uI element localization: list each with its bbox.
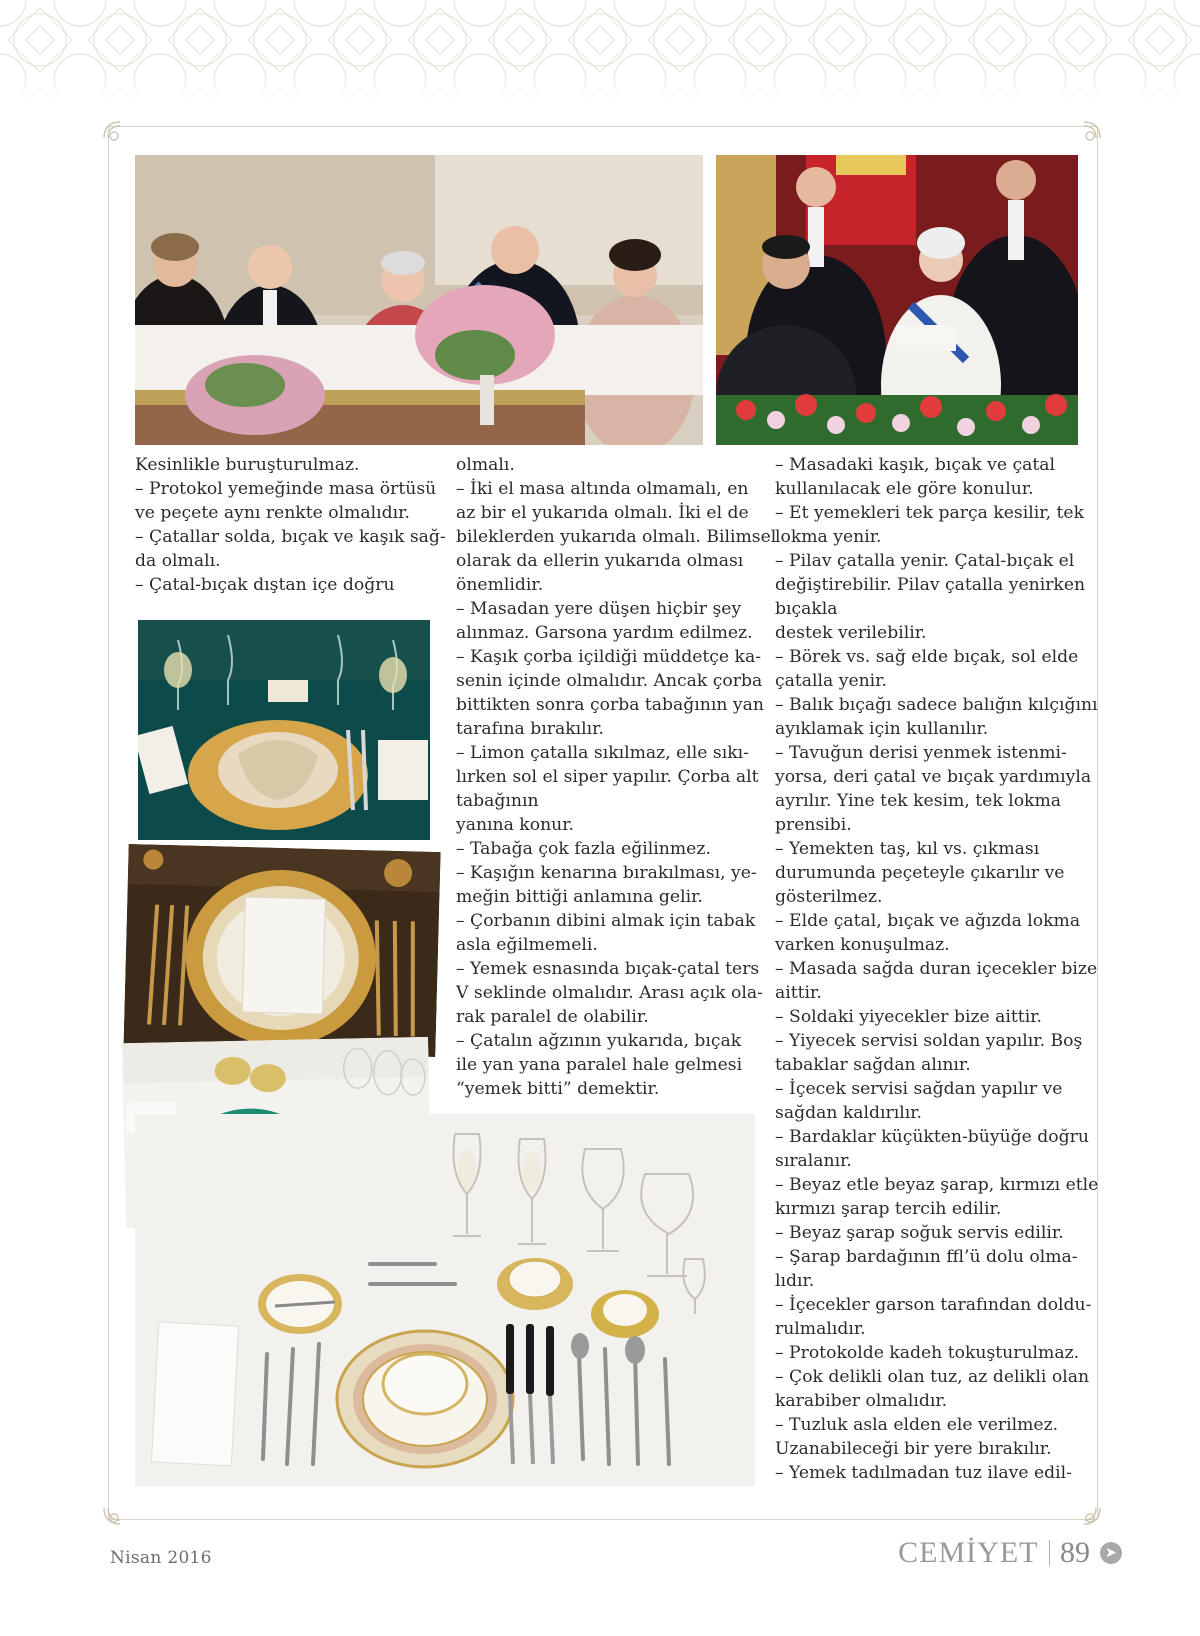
text-column-middle xyxy=(456,453,776,1101)
text-line: – Çatallar solda, bıçak ve kaşık sağ- xyxy=(135,527,446,547)
text-line: olarak da ellerin yukarıda olması xyxy=(456,551,744,571)
text-line: Uzanabileceği bir yere bırakılır. xyxy=(775,1439,1052,1459)
text-line: durumunda peçeteyle çıkarılır ve xyxy=(775,863,1065,883)
text-line: prensibi. xyxy=(775,815,852,835)
text-line: rulmalıdır. xyxy=(775,1319,866,1339)
state-dinner-speech-photo xyxy=(716,155,1078,445)
text-line: olmalı. xyxy=(456,455,515,475)
top-ornament-pattern xyxy=(0,0,1200,100)
text-line: tabağının xyxy=(456,791,539,811)
text-line: – Tuzluk asla elden ele verilmez. xyxy=(775,1415,1059,1435)
text-line: V seklinde olmalıdır. Arası açık ola- xyxy=(456,983,763,1003)
text-line: – Yemekten taş, kıl vs. çıkması xyxy=(775,839,1040,859)
text-line: bıçakla xyxy=(775,599,838,619)
text-column-left xyxy=(135,453,446,597)
text-line: – Protokolde kadeh tokuşturulmaz. xyxy=(775,1343,1080,1363)
page-footer xyxy=(898,1536,1122,1570)
text-line: – İki el masa altında olmamalı, en xyxy=(456,479,749,499)
text-line: senin içinde olmalıdır. Ancak çorba xyxy=(456,671,763,691)
royal-banquet-photo xyxy=(135,155,703,445)
text-line: kullanılacak ele göre konulur. xyxy=(775,479,1034,499)
text-line: – Yiyecek servisi soldan yapılır. Boş xyxy=(775,1031,1083,1051)
text-line: Kesinlikle buruşturulmaz. xyxy=(135,455,360,475)
text-line: – Et yemekleri tek parça kesilir, tek xyxy=(775,503,1084,523)
text-line: çatalla yenir. xyxy=(775,671,887,691)
text-column-right xyxy=(775,453,1098,1485)
text-line: destek verilebilir. xyxy=(775,623,927,643)
text-line: – İçecek servisi sağdan yapılır ve xyxy=(775,1079,1063,1099)
text-line: – Kaşığın kenarına bırakılması, ye- xyxy=(456,863,757,883)
text-line: “yemek bitti” demektir. xyxy=(456,1079,660,1099)
corner-ornament-icon xyxy=(1064,118,1104,158)
text-line: – Masadan yere düşen hiçbir şey xyxy=(456,599,742,619)
text-line: asla eğilmemeli. xyxy=(456,935,598,955)
text-line: – Protokol yemeğinde masa örtüsü xyxy=(135,479,437,499)
corner-ornament-icon xyxy=(1064,1488,1104,1528)
formal-place-setting-photo xyxy=(135,1114,755,1486)
text-line: az bir el yukarıda olmalı. İki el de xyxy=(456,503,749,523)
corner-ornament-icon xyxy=(100,1488,140,1528)
text-line: karabiber olmalıdır. xyxy=(775,1391,948,1411)
corner-ornament-icon xyxy=(100,118,140,158)
text-line: – Tabağa çok fazla eğilinmez. xyxy=(456,839,711,859)
magazine-brand: CEMİYET xyxy=(898,1536,1039,1569)
text-line: – Börek vs. sağ elde bıçak, sol elde xyxy=(775,647,1079,667)
text-line: değiştirebilir. Pilav çatalla yenirken xyxy=(775,575,1086,595)
gold-plate-setting-photo xyxy=(123,844,440,1057)
text-line: – Çorbanın dibini almak için tabak xyxy=(456,911,756,931)
text-line: – Elde çatal, bıçak ve ağızda lokma xyxy=(775,911,1081,931)
text-line: gösterilmez. xyxy=(775,887,883,907)
text-line: ile yan yana paralel hale gelmesi xyxy=(456,1055,743,1075)
text-line: sıralanır. xyxy=(775,1151,852,1171)
text-line: – Yemek esnasında bıçak-çatal ters xyxy=(456,959,760,979)
text-line: ve peçete aynı renkte olmalıdır. xyxy=(135,503,410,523)
text-line: ayıklamak için kullanılır. xyxy=(775,719,989,739)
text-line: alınmaz. Garsona yardım edilmez. xyxy=(456,623,753,643)
text-line: sağdan kaldırılır. xyxy=(775,1103,923,1123)
text-line: – Yemek tadılmadan tuz ilave edil- xyxy=(775,1463,1072,1483)
text-line: – Beyaz etle beyaz şarap, kırmızı etle xyxy=(775,1175,1099,1195)
text-line: tarafına bırakılır. xyxy=(456,719,604,739)
text-line: – Soldaki yiyecekler bize aittir. xyxy=(775,1007,1042,1027)
text-line: – Masada sağda duran içecekler bize xyxy=(775,959,1098,979)
text-line: – Bardaklar küçükten-büyüğe doğru xyxy=(775,1127,1089,1147)
text-line: ayrılır. Yine tek kesim, tek lokma xyxy=(775,791,1062,811)
text-line: yanına konur. xyxy=(456,815,574,835)
text-line: önemlidir. xyxy=(456,575,544,595)
footer-divider xyxy=(1049,1540,1051,1566)
text-line: bittikten sonra çorba tabağının yan xyxy=(456,695,764,715)
text-line: lıdır. xyxy=(775,1271,815,1291)
text-line: – Çatal-bıçak dıştan içe doğru xyxy=(135,575,395,595)
text-line: – Pilav çatalla yenir. Çatal-bıçak el xyxy=(775,551,1075,571)
text-line: – Kaşık çorba içildiği müddetçe ka- xyxy=(456,647,762,667)
text-line: tabaklar sağdan alınır. xyxy=(775,1055,971,1075)
text-line: da olmalı. xyxy=(135,551,221,571)
text-line: – Tavuğun derisi yenmek istenmi- xyxy=(775,743,1067,763)
text-line: kırmızı şarap tercih edilir. xyxy=(775,1199,1002,1219)
issue-date: Nisan 2016 xyxy=(110,1548,212,1568)
text-line: – İçecekler garson tarafından doldu- xyxy=(775,1295,1092,1315)
text-line: rak paralel de olabilir. xyxy=(456,1007,649,1027)
text-line: – Şarap bardağının ffl’ü dolu olma- xyxy=(775,1247,1078,1267)
text-line: aittir. xyxy=(775,983,822,1003)
text-line: – Limon çatalla sıkılmaz, elle sıkı- xyxy=(456,743,749,763)
text-line: varken konuşulmaz. xyxy=(775,935,950,955)
text-line: – Beyaz şarap soğuk servis edilir. xyxy=(775,1223,1064,1243)
text-line: – Balık bıçağı sadece balığın kılçığını xyxy=(775,695,1098,715)
text-line: lokma yenir. xyxy=(775,527,882,547)
arrow-right-icon[interactable]: ➤ xyxy=(1100,1542,1122,1564)
text-line: – Masadaki kaşık, bıçak ve çatal xyxy=(775,455,1056,475)
teal-table-setting-photo xyxy=(138,620,430,840)
text-line: meğin bittiği anlamına gelir. xyxy=(456,887,703,907)
text-line: yorsa, deri çatal ve bıçak yardımıyla xyxy=(775,767,1092,787)
text-line: – Çok delikli olan tuz, az delikli olan xyxy=(775,1367,1090,1387)
page-number: 89 xyxy=(1060,1536,1090,1569)
text-line: bileklerden yukarıda olmalı. Bilimsel xyxy=(456,527,777,547)
text-line: lırken sol el siper yapılır. Çorba alt xyxy=(456,767,759,787)
text-line: – Çatalın ağzının yukarıda, bıçak xyxy=(456,1031,742,1051)
